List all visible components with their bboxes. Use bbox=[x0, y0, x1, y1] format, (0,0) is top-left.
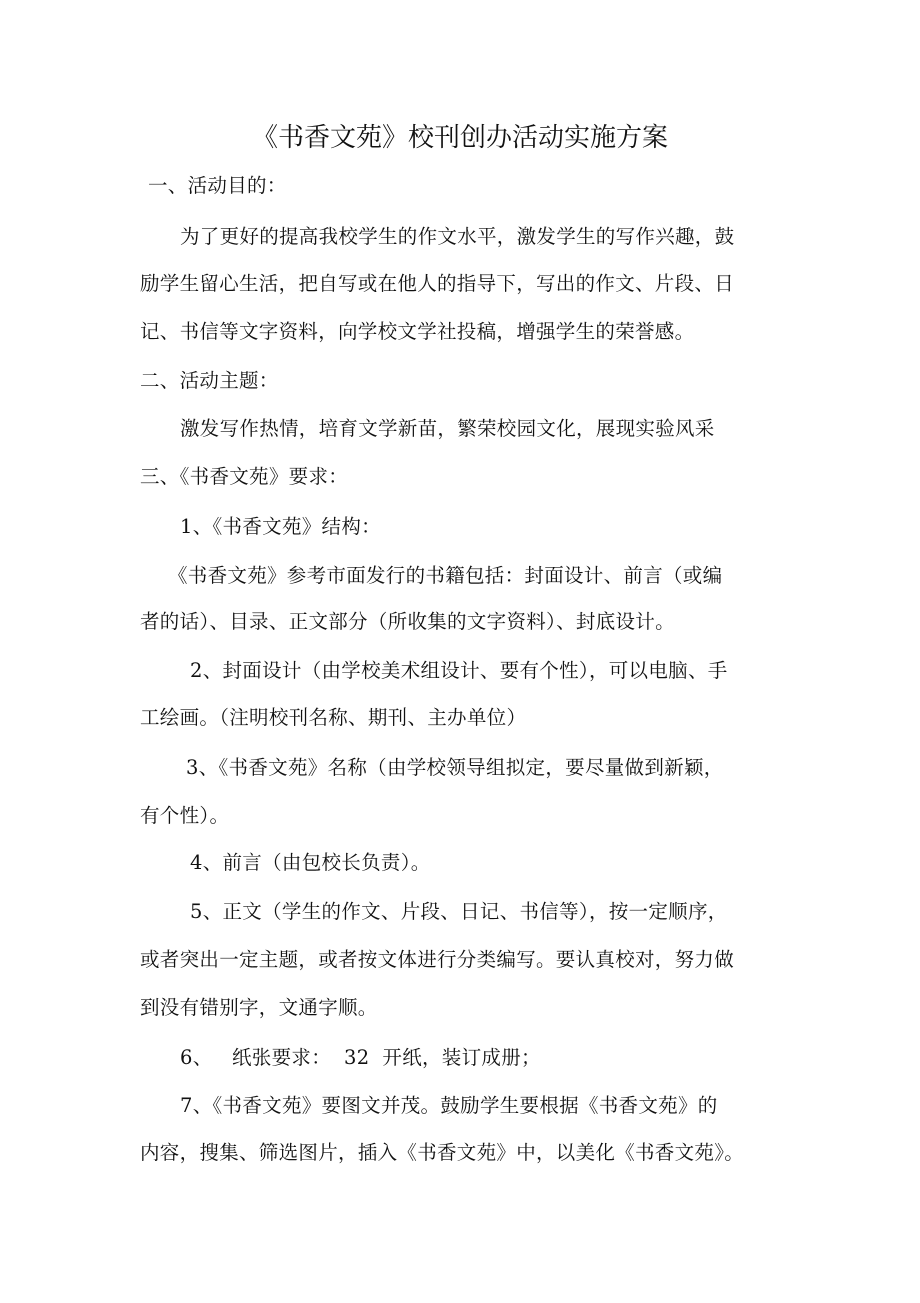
paragraph-line: 工绘画。（注明校刊名称、期刊、主办单位） bbox=[140, 706, 527, 729]
paragraph-line: 励学生留心生活，把自写或在他人的指导下，写出的作文、片段、日 bbox=[140, 272, 735, 295]
list-item: 4、前言（由包校长负责）。 bbox=[190, 851, 431, 874]
paragraph-line: 《书香文苑》参考市面发行的书籍包括：封面设计、前言（或编 bbox=[168, 564, 723, 587]
list-item: 1、《书香文苑》结构： bbox=[180, 515, 381, 538]
section-heading-requirements: 三、《书香文苑》要求： bbox=[140, 465, 349, 488]
list-item: 2、封面设计（由学校美术组设计、要有个性），可以电脑、手 bbox=[190, 659, 728, 682]
document-title: 《书香文苑》校刊创办活动实施方案 bbox=[251, 123, 668, 153]
paragraph-line: 或者突出一定主题，或者按文体进行分类编写。要认真校对，努力做 bbox=[140, 948, 735, 971]
paragraph-line: 激发写作热情，培育文学新苗，繁荣校园文化，展现实验风采 bbox=[180, 417, 715, 440]
section-heading-purpose: 一、活动目的： bbox=[148, 174, 287, 197]
paragraph-line: 为了更好的提高我校学生的作文水平，激发学生的写作兴趣，鼓 bbox=[180, 225, 735, 248]
list-item: 6、 纸张要求： 32 开纸，装订成册； bbox=[180, 1046, 541, 1069]
paragraph-line: 者的话）、目录、正文部分（所收集的文字资料）、封底设计。 bbox=[140, 610, 675, 633]
paragraph-line: 记、书信等文字资料，向学校文学社投稿，增强学生的荣誉感。 bbox=[140, 320, 695, 343]
list-item: 5、正文（学生的作文、片段、日记、书信等），按一定顺序， bbox=[190, 900, 728, 923]
list-item: 7、《书香文苑》要图文并茂。鼓励学生要根据《书香文苑》的 bbox=[180, 1094, 718, 1117]
section-heading-theme: 二、活动主题： bbox=[140, 369, 279, 392]
paragraph-line: 到没有错别字，文通字顺。 bbox=[140, 996, 378, 1019]
list-item: 3、《书香文苑》名称（由学校领导组拟定，要尽量做到新颖， bbox=[186, 756, 724, 779]
paragraph-line: 内容，搜集、筛选图片，插入《书香文苑》中，以美化《书香文苑》。 bbox=[140, 1141, 745, 1164]
paragraph-line: 有个性）。 bbox=[140, 804, 230, 827]
